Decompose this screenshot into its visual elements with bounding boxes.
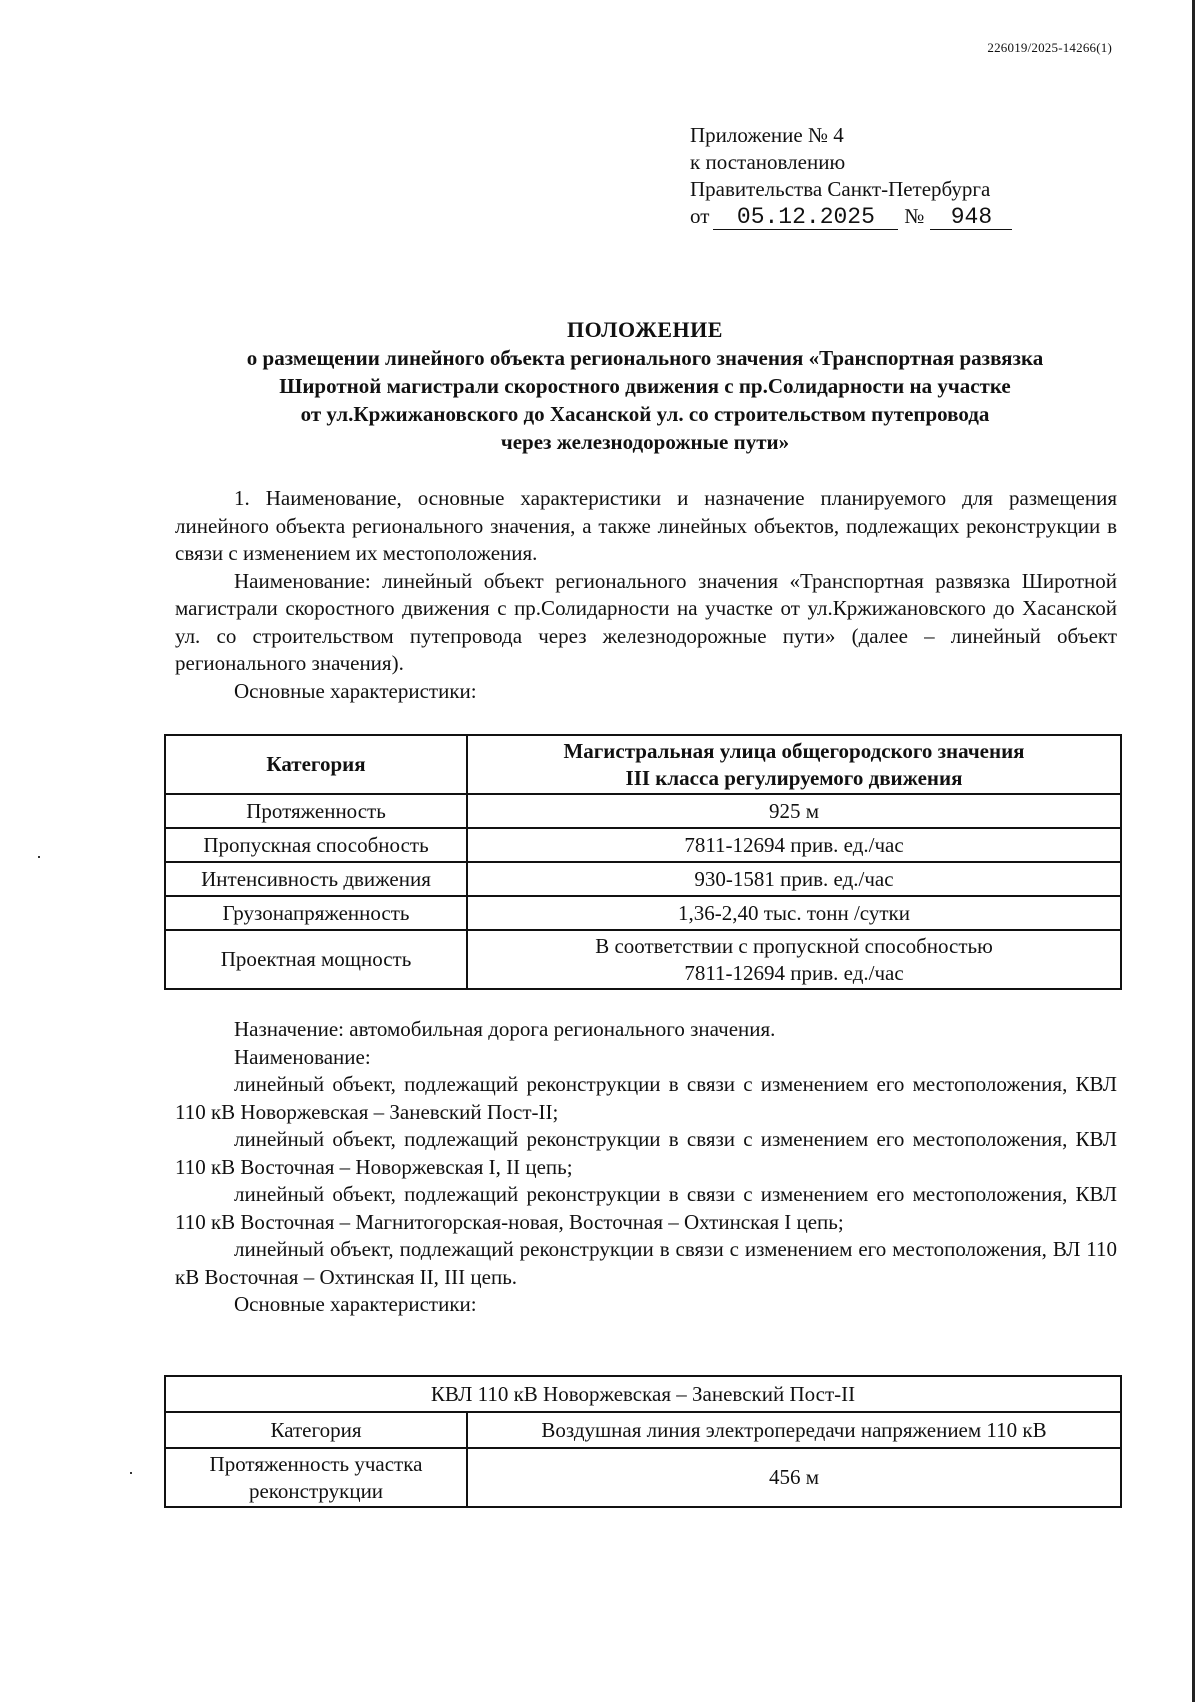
row-label-design-capacity: Проектная мощность <box>165 930 467 989</box>
row-value-category: Воздушная линия электропередачи напряжением 110 кВ <box>467 1412 1121 1448</box>
table-header-value-line-1: Магистральная улица общегородского значения <box>563 738 1025 763</box>
attachment-from-label: от <box>690 204 710 228</box>
title-line-4: через железнодорожные пути» <box>500 430 790 454</box>
design-capacity-line-2: 7811-12694 прив. ед./час <box>684 960 904 985</box>
power-line-title: КВЛ 110 кВ Новоржевская – Заневский Пост-II <box>165 1376 1121 1412</box>
list-item: линейный объект, подлежащий реконструкции в связи с изменением его местоположения, ВЛ 110 кВ Восточная – Охтинская II, III цепь. <box>175 1237 1117 1289</box>
table-title-row <box>165 1376 1121 1412</box>
attachment-number: Приложение № 4 <box>690 123 844 147</box>
section-1-characteristics-label: Основные характеристики: <box>234 678 477 703</box>
section-2-characteristics-label: Основные характеристики: <box>234 1292 477 1316</box>
section-1-heading: 1. Наименование, основные характеристики и назначение планируемого для размещения линейного объекта регионального значения, а также линейных объектов, подлежащих реконструкции в связи с изменением их местоположения. <box>175 486 1117 565</box>
row-label-length: Протяженность <box>165 794 467 828</box>
table-row <box>165 930 1121 989</box>
list-item: линейный объект, подлежащий реконструкции в связи с изменением его местоположения, КВЛ 110 кВ Восточная – Новоржевская I, II цепь; <box>175 1127 1117 1179</box>
table-header-value-line-2: III класса регулируемого движения <box>625 765 963 790</box>
scan-speck <box>130 1472 132 1474</box>
table-row <box>165 896 1121 930</box>
attachment-date: 05.12.2025 <box>713 205 898 230</box>
document-title <box>165 316 1125 456</box>
table-header-row <box>165 735 1121 794</box>
purpose-text: Назначение: автомобильная дорога регионального значения. <box>234 1017 776 1041</box>
document-registration-number: 226019/2025-14266(1) <box>987 40 1112 55</box>
name-label: Наименование: <box>234 1044 371 1069</box>
scan-edge-line <box>1192 0 1195 1702</box>
list-item: линейный объект, подлежащий реконструкции в связи с изменением его местоположения, КВЛ 110 кВ Восточная – Магнитогорская-новая, Восточная – Охтинская I цепь; <box>175 1182 1117 1234</box>
attachment-number-sign: № <box>904 204 925 228</box>
row-value-traffic-intensity: 930-1581 прив. ед./час <box>467 862 1121 896</box>
title-line-2: Широтной магистрали скоростного движения с пр.Солидарности на участке <box>279 374 1011 398</box>
design-capacity-line-1: В соответствии с пропускной способностью <box>595 933 993 958</box>
table-header-category: Категория <box>165 735 467 794</box>
table-row <box>165 794 1121 828</box>
row-value-cargo-intensity: 1,36-2,40 тыс. тонн /сутки <box>467 896 1121 930</box>
row-label-throughput: Пропускная способность <box>165 828 467 862</box>
attachment-ref: к постановлению <box>690 150 846 174</box>
row-label-category: Категория <box>165 1412 467 1448</box>
list-item: линейный объект, подлежащий реконструкции в связи с изменением его местоположения, КВЛ 110 кВ Новоржевская – Заневский Пост-II; <box>175 1072 1117 1124</box>
table-row <box>165 1448 1121 1507</box>
attachment-block <box>690 122 1012 230</box>
section-1-name: Наименование: линейный объект регионального значения «Транспортная развязка Широтной магистрали скоростного движения с пр.Солидарности на участке от ул.Кржижановского до Хасанской ул. со строительством путепровода через железнодорожные пути» (далее – линейный объект регионального значения). <box>175 568 1117 675</box>
title-line-3: от ул.Кржижановского до Хасанской ул. со строительством путепровода <box>300 402 990 426</box>
attachment-date-line <box>690 203 1012 230</box>
table-row <box>165 1412 1121 1448</box>
title-main: ПОЛОЖЕНИЕ <box>567 317 723 342</box>
row-label-reconstruction-length <box>165 1448 467 1507</box>
road-characteristics-table <box>164 734 1122 990</box>
row-value-reconstruction-length: 456 м <box>467 1448 1121 1507</box>
table-row <box>165 828 1121 862</box>
row-value-throughput: 7811-12694 прив. ед./час <box>467 828 1121 862</box>
reconstruction-length-label-line-1: Протяженность участка <box>209 1451 423 1476</box>
attachment-issuer: Правительства Санкт-Петербурга <box>690 177 991 201</box>
row-value-length: 925 м <box>467 794 1121 828</box>
attachment-decree-number: 948 <box>930 205 1012 230</box>
row-label-cargo-intensity: Грузонапряженность <box>165 896 467 930</box>
scan-speck <box>38 856 40 858</box>
row-label-traffic-intensity: Интенсивность движения <box>165 862 467 896</box>
row-value-design-capacity <box>467 930 1121 989</box>
section-1-text <box>175 485 1117 705</box>
table-header-value <box>467 735 1121 794</box>
power-line-table <box>164 1375 1122 1508</box>
reconstruction-length-label-line-2: реконструкции <box>248 1478 384 1503</box>
section-2-text <box>175 1016 1117 1319</box>
table-row <box>165 862 1121 896</box>
title-line-1: о размещении линейного объекта регионального значения «Транспортная развязка <box>246 346 1044 370</box>
